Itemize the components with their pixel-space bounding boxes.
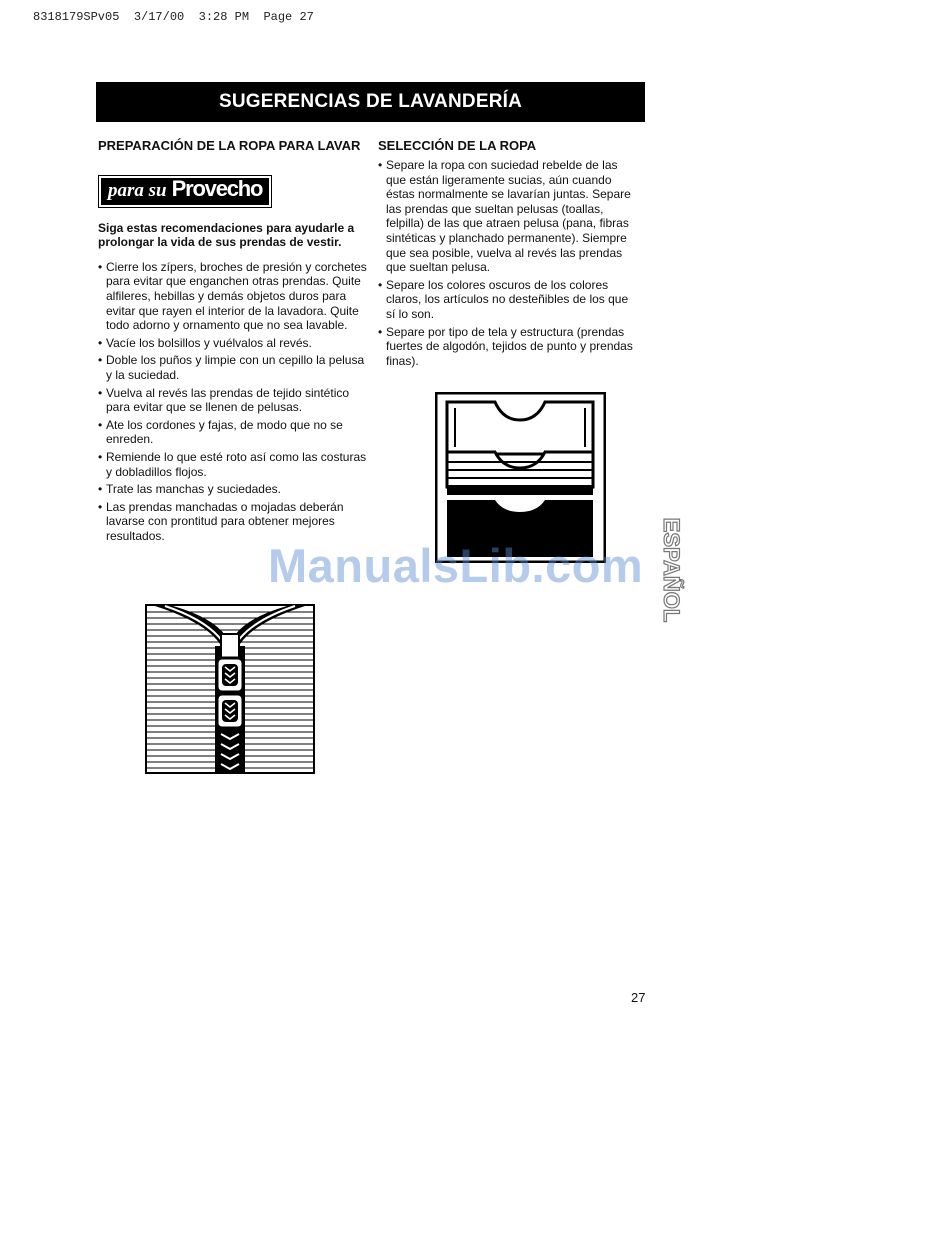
list-item: • Vuelva al revés las prendas de tejido sintético para evitar que se llenen de pelusas. xyxy=(98,386,368,415)
list-item: • Doble los puños y limpie con un cepillo la pelusa y la suciedad. xyxy=(98,353,368,382)
left-column xyxy=(98,138,368,546)
side-tab-label: ESPAÑOL xyxy=(659,517,684,623)
page-banner xyxy=(96,82,645,122)
list-item: • Ate los cordones y fajas, de modo que no se enreden. xyxy=(98,418,368,447)
list-item: • Separe por tipo de tela y estructura (prendas fuertes de algodón, tejidos de punto y prendas finas). xyxy=(378,325,640,369)
page-number: 27 xyxy=(631,990,646,1005)
language-side-tab xyxy=(652,490,688,650)
print-header: 8318179SPv05 3/17/00 3:28 PM Page 27 xyxy=(33,10,314,24)
intro-text: Siga estas recomendaciones para ayudarle a prolongar la vida de sus prendas de vestir. xyxy=(98,220,355,250)
watermark: ManualsLib.com xyxy=(268,539,644,592)
para-su-provecho-logo xyxy=(101,178,269,205)
list-item: • Separe la ropa con suciedad rebelde de las que están ligeramente sucias, aún cuando éstas normalmente se lavarían juntas. Separe las prendas que sueltan pelusas (toallas, felpilla) de las que atraen pelusa (pana, fibras sintéticas y planchado permanente). Siempre que sea posible, vuelva al revés las prendas que sueltan pelusa. xyxy=(378,158,640,275)
left-bullet-list xyxy=(98,260,368,544)
logo-script-text: para su xyxy=(108,180,167,201)
list-item: • Las prendas manchadas o mojadas deberán lavarse con prontitud para obtener mejores resultados. xyxy=(98,500,368,544)
list-item: • Vacíe los bolsillos y vuélvalos al revés. xyxy=(98,336,368,351)
right-bullet-list xyxy=(378,158,640,368)
left-section-title: PREPARACIÓN DE LA ROPA PARA LAVAR xyxy=(98,138,361,153)
logo-bold-text: Provecho xyxy=(171,176,263,201)
list-item: • Remiende lo que esté roto así como las costuras y dobladillos flojos. xyxy=(98,450,368,479)
zipper-illustration xyxy=(145,604,315,774)
list-item: • Trate las manchas y suciedades. xyxy=(98,482,368,497)
banner-title: SUGERENCIAS DE LAVANDERÍA xyxy=(218,91,523,112)
list-item: • Cierre los zípers, broches de presión y corchetes para evitar que enganchen otras prendas. Quite alfileres, hebillas y demás objetos duros para evitar que rayen el interior de la lavadora. Quite todo adorno y ornamento que no sea lavable. xyxy=(98,260,368,333)
right-section-title: SELECCIÓN DE LA ROPA xyxy=(378,138,537,153)
list-item: • Separe los colores oscuros de los colores claros, los artículos no desteñibles de los que sí lo son. xyxy=(378,278,640,322)
right-column xyxy=(378,138,640,371)
